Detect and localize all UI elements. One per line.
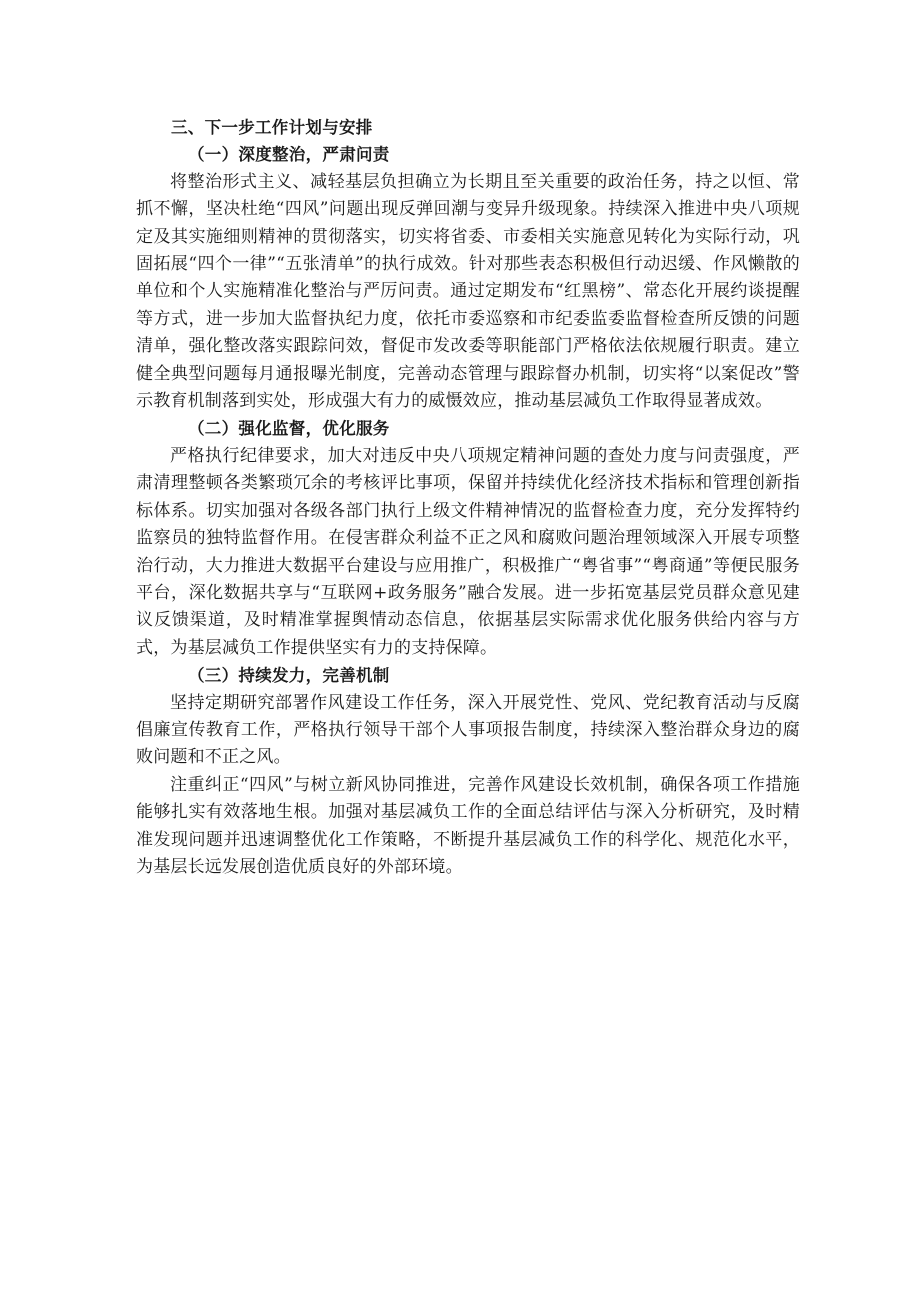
paragraph: 将整治形式主义、减轻基层负担确立为长期且至关重要的政治任务，持之以恒、常抓不懈，坚决杜绝“四风”问题出现反弹回潮与变异升级现象。持续深入推进中央八项规定及其实施细则精神的贯彻落实，切实将省委、市委相关实施意见转化为实际行动，巩固拓展“四个一律”“五张清单”的执行成效。针对那些表态积极但行动迟缓、作风懒散的单位和个人实施精准化整治与严厉问责。通过定期发布“红黑榜”、常态化开展约谈提醒等方式，进一步加大监督执纪力度，依托市委巡察和市纪委监委监督检查所反馈的问题清单，强化整改落实跟踪问效，督促市发改委等职能部门严格依法依规履行职责。建立健全典型问题每月通报曝光制度，完善动态管理与跟踪督办机制，切实将“以案促改”警示教育机制落到实处，形成强大有力的威慑效应，推动基层减负工作取得显著成效。: [136, 171, 800, 412]
paragraph: 坚持定期研究部署作风建设工作任务，深入开展党性、党风、党纪教育活动与反腐倡廉宣传教育工作，严格执行领导干部个人事项报告制度，持续深入整治群众身边的腐败问题和不正之风。: [136, 692, 800, 768]
subsection-heading-2: （二）强化监督，优化服务: [188, 419, 390, 439]
subsection-heading-3: （三）持续发力，完善机制: [188, 666, 390, 686]
document-body: [136, 114, 800, 881]
paragraph: 注重纠正“四风”与树立新风协同推进，完善作风建设长效机制，确保各项工作措施能够扎实有效落地生根。加强对基层减负工作的全面总结评估与深入分析研究，及时精准发现问题并迅速调整优化工作策略，不断提升基层减负工作的科学化、规范化水平，为基层长远发展创造优质良好的外部环境。: [136, 774, 800, 877]
paragraph: 严格执行纪律要求，加大对违反中央八项规定精神问题的查处力度与问责强度，严肃清理整顿各类繁琐冗余的考核评比事项，保留并持续优化经济技术指标和管理创新指标体系。切实加强对各级各部门执行上级文件精神情况的监督检查力度，充分发挥特约监察员的独特监督作用。在侵害群众利益不正之风和腐败问题治理领域深入开展专项整治行动，大力推进大数据平台建设与应用推广，积极推广“粤省事”“粤商通”等便民服务平台，深化数据共享与“互联网+政务服务”融合发展。进一步拓宽基层党员群众意见建议反馈渠道，及时精准掌握舆情动态信息，依据基层实际需求优化服务供给内容与方式，为基层减负工作提供坚实有力的支持保障。: [136, 445, 800, 658]
section-title: 三、下一步工作计划与安排: [171, 118, 373, 137]
subsection-heading-1: （一）深度整治，严肃问责: [188, 145, 390, 165]
